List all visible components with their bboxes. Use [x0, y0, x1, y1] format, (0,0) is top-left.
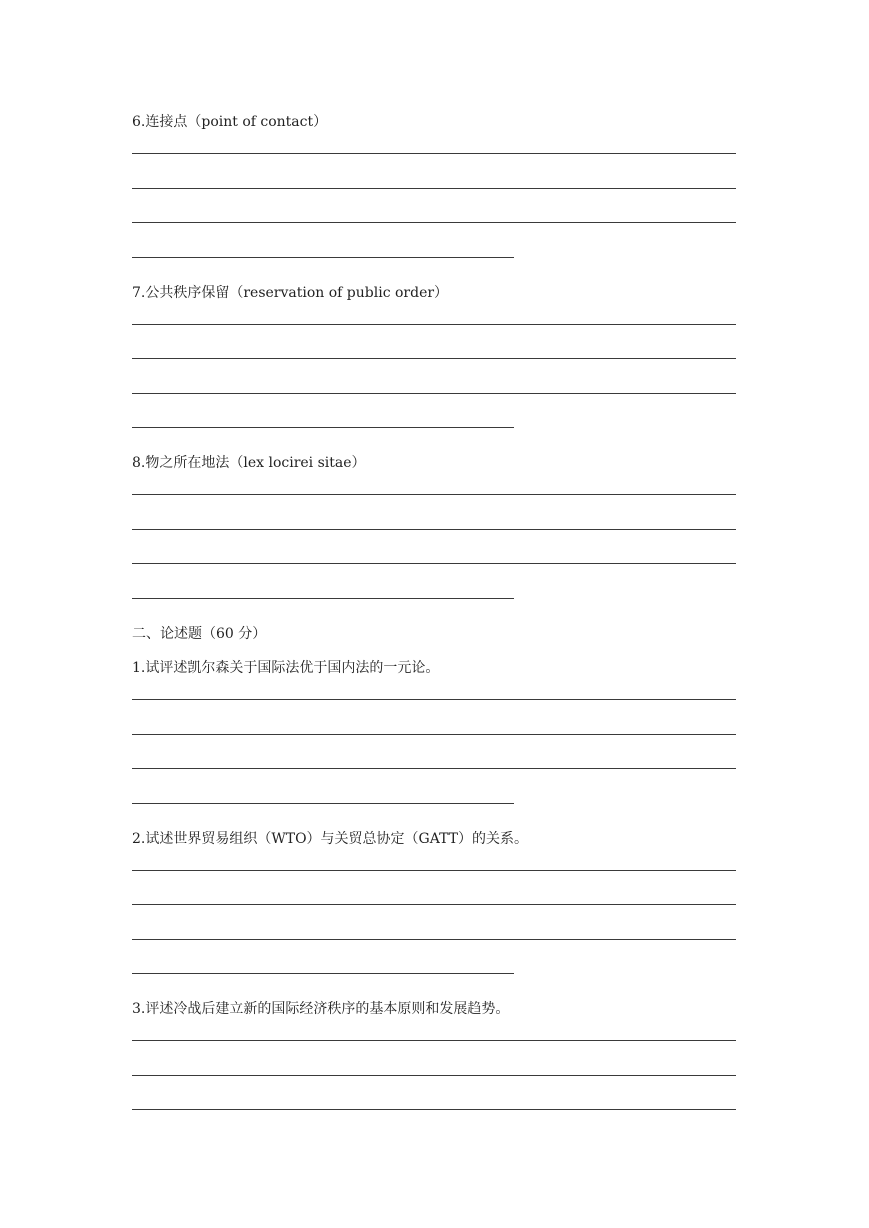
answer-line — [132, 222, 736, 223]
answer-line — [132, 358, 736, 359]
answer-line — [132, 529, 736, 530]
answer-line — [132, 870, 736, 871]
answer-line — [132, 1075, 736, 1076]
essay-question-3: 3.评述冷战后建立新的国际经济秩序的基本原则和发展趋势。 — [132, 1001, 510, 1017]
answer-line — [132, 699, 736, 700]
answer-line — [132, 153, 736, 154]
answer-line — [132, 768, 736, 769]
question-6-term: 6.连接点（point of contact） — [132, 114, 328, 130]
essay-question-2: 2.试述世界贸易组织（WTO）与关贸总协定（GATT）的关系。 — [132, 831, 529, 847]
question-8-term: 8.物之所在地法（lex locirei sitae） — [132, 455, 366, 471]
answer-line — [132, 324, 736, 325]
answer-line — [132, 904, 736, 905]
question-7-term: 7.公共秩序保留（reservation of public order） — [132, 285, 449, 301]
answer-line — [132, 188, 736, 189]
answer-line — [132, 563, 736, 564]
answer-line — [132, 1109, 736, 1110]
answer-line-short — [132, 973, 514, 974]
answer-line-short — [132, 257, 514, 258]
answer-line — [132, 494, 736, 495]
answer-line — [132, 1040, 736, 1041]
answer-line-short — [132, 598, 514, 599]
answer-line-short — [132, 427, 514, 428]
answer-line — [132, 734, 736, 735]
answer-line-short — [132, 803, 514, 804]
answer-line — [132, 939, 736, 940]
answer-line — [132, 393, 736, 394]
essay-question-1: 1.试评述凯尔森关于国际法优于国内法的一元论。 — [132, 660, 440, 676]
section-heading-essay: 二、论述题（60 分） — [132, 626, 267, 642]
